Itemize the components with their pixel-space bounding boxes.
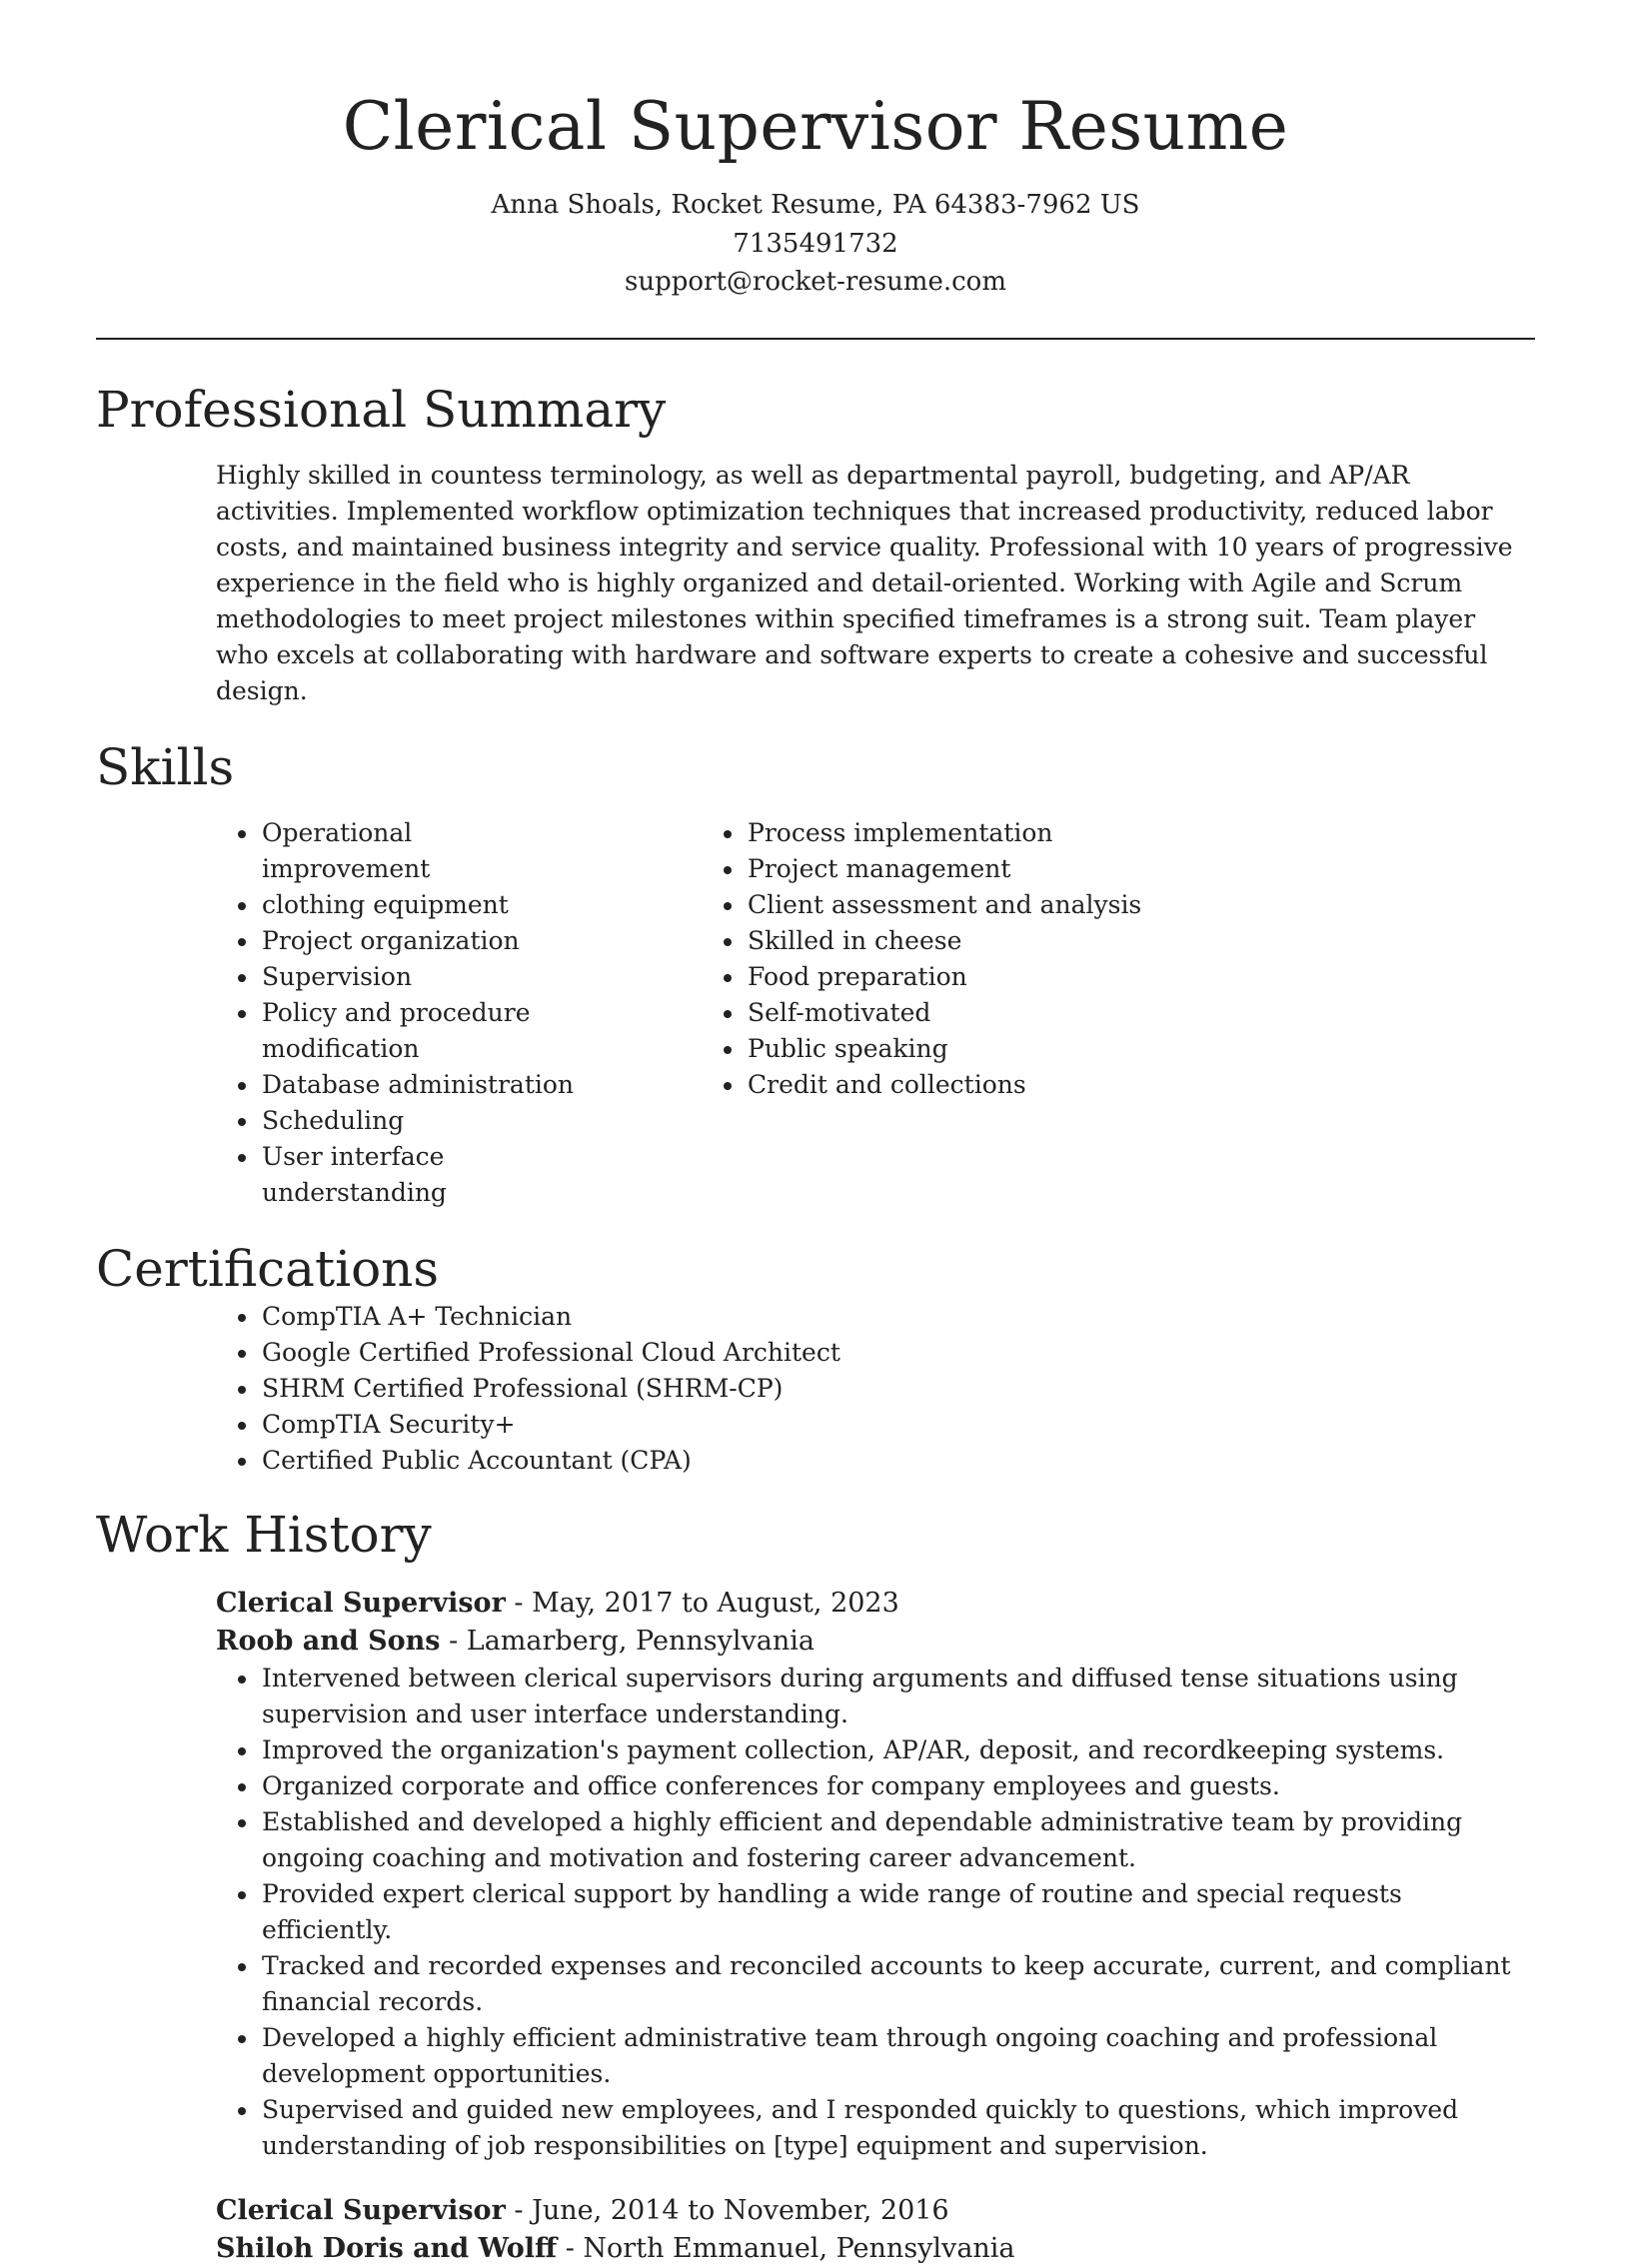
resume-title: Clerical Supervisor Resume bbox=[342, 88, 1289, 165]
job-company-line bbox=[216, 2230, 1535, 2268]
job-bullet: • Developed a highly efficient administrative team through ongoing coaching and professional development opportunities. bbox=[260, 2020, 1535, 2092]
resume-page bbox=[96, 0, 1535, 2268]
skill-item: • Database administration bbox=[260, 1067, 582, 1103]
skill-item: • Policy and procedure modification bbox=[260, 995, 582, 1067]
job-dates: - June, 2014 to November, 2016 bbox=[505, 2194, 949, 2226]
job-bullet: • Improved the organization's payment collection, AP/AR, deposit, and recordkeeping systems. bbox=[260, 1732, 1535, 1768]
skills-list bbox=[96, 815, 1535, 1211]
job-company-line bbox=[216, 1623, 1535, 1661]
certification-item: • Certified Public Accountant (CPA) bbox=[260, 1443, 1535, 1479]
contact-address: Anna Shoals, Rocket Resume, PA 64383-7962 US bbox=[491, 190, 1140, 220]
job-entry bbox=[216, 2192, 1535, 2268]
job-responsibilities bbox=[216, 1661, 1535, 2164]
skill-item: • Scheduling bbox=[260, 1103, 582, 1139]
skill-item: • Project organization bbox=[260, 923, 582, 959]
job-title: Clerical Supervisor bbox=[216, 2194, 506, 2226]
skill-item: • Credit and collections bbox=[746, 1067, 1141, 1103]
job-bullet: • Supervised and guided new employees, and I responded quickly to questions, which improved understanding of job responsibilities on [type] equipment and supervision. bbox=[260, 2092, 1535, 2164]
skill-item: • Process implementation bbox=[746, 815, 1141, 851]
skill-item: • Skilled in cheese bbox=[746, 923, 1141, 959]
job-dates: - May, 2017 to August, 2023 bbox=[505, 1587, 899, 1619]
contact-block bbox=[96, 186, 1535, 302]
skill-item: • Operational improvement bbox=[260, 815, 582, 887]
skill-item: • Public speaking bbox=[746, 1031, 1141, 1067]
job-company: Roob and Sons bbox=[216, 1625, 441, 1657]
skill-item: • Supervision bbox=[260, 959, 582, 995]
job-bullet: • Provided expert clerical support by handling a wide range of routine and special requests efficiently. bbox=[260, 1876, 1535, 1948]
job-bullet: • Organized corporate and office conferences for company employees and guests. bbox=[260, 1768, 1535, 1804]
job-title-line bbox=[216, 2192, 1535, 2230]
skills-column-right bbox=[582, 815, 1141, 1211]
skills-column-left bbox=[96, 815, 582, 1211]
certification-item: • Google Certified Professional Cloud Architect bbox=[260, 1335, 1535, 1371]
job-location: - Lamarberg, Pennsylvania bbox=[440, 1625, 815, 1657]
certification-item: • CompTIA Security+ bbox=[260, 1407, 1535, 1443]
skill-item: • Client assessment and analysis bbox=[746, 887, 1141, 923]
skill-item: • Food preparation bbox=[746, 959, 1141, 995]
certifications-list bbox=[96, 1299, 1535, 1479]
certification-item: • CompTIA A+ Technician bbox=[260, 1299, 1535, 1335]
summary-heading: Professional Summary bbox=[96, 380, 667, 439]
skill-item: • clothing equipment bbox=[260, 887, 582, 923]
skills-heading: Skills bbox=[96, 737, 235, 796]
certifications-heading: Certifications bbox=[96, 1239, 440, 1298]
job-company: Shiloh Doris and Wolff bbox=[216, 2232, 558, 2264]
job-title-line bbox=[216, 1585, 1535, 1623]
job-location: - North Emmanuel, Pennsylvania bbox=[557, 2232, 1015, 2264]
job-bullet: • Intervened between clerical supervisors during arguments and diffused tense situations using supervision and user interface understanding. bbox=[260, 1661, 1535, 1732]
header-divider bbox=[96, 338, 1535, 340]
work-history-heading: Work History bbox=[96, 1505, 432, 1564]
skill-item: • Self-motivated bbox=[746, 995, 1141, 1031]
contact-phone: 7135491732 bbox=[733, 228, 898, 259]
certification-item: • SHRM Certified Professional (SHRM-CP) bbox=[260, 1371, 1535, 1407]
summary-text: Highly skilled in countess terminology, as well as departmental payroll, budgeting, and AP/AR activities. Implemented workflow optimization techniques that increased productivity, reduced labor costs, and maintained business integrity and service quality. Professional with 10 years of progressive experience in the field who is highly organized and detail-oriented. Working with Agile and Scrum methodologies to meet project milestones within specified timeframes is a strong suit. Team player who excels at collaborating with hardware and software experts to create a cohesive and successful design. bbox=[216, 460, 1513, 705]
job-title: Clerical Supervisor bbox=[216, 1587, 506, 1619]
job-bullet: • Established and developed a highly efficient and dependable administrative team by providing ongoing coaching and motivation and fostering career advancement. bbox=[260, 1804, 1535, 1876]
skill-item: • Project management bbox=[746, 851, 1141, 887]
skill-item: • User interface understanding bbox=[260, 1139, 582, 1211]
job-entry bbox=[216, 1585, 1535, 2164]
job-bullet: • Tracked and recorded expenses and reconciled accounts to keep accurate, current, and compliant financial records. bbox=[260, 1948, 1535, 2020]
contact-email: support@rocket-resume.com bbox=[624, 267, 1006, 297]
